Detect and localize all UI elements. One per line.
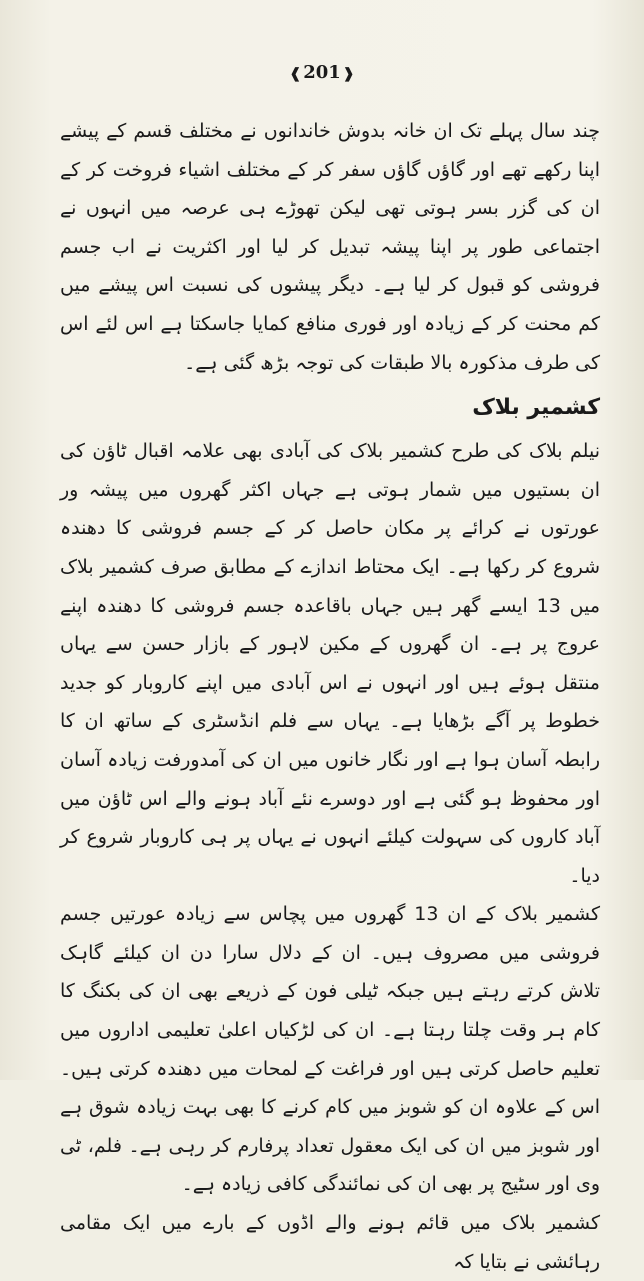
section-heading-kashmir-block: کشمیر بلاک bbox=[472, 395, 600, 421]
paragraph-1: چند سال پہلے تک ان خانہ بدوش خاندانوں نے مختلف قسم کے پیشے اپنا رکھے تھے اور گاؤں گاؤں سفر کر کے مختلف اشیاء فروخت کر کے ان کی گزر بسر ہوتی تھی لیکن تھوڑے ہی عرصہ میں انہوں نے اجتماعی طور پر اپنا پیشہ تبدیل کر لیا اور اکثریت نے اب جسم فروشی کو قبول کر لیا ہے۔ دیگر پیشوں کی نسبت اس پیشے میں کم محنت کر کے زیادہ اور فوری منافع کمایا جاسکتا ہے اس لئے اس کی طرف مذکورہ بالا طبقات کی توجہ بڑھ گئی ہے۔ bbox=[60, 120, 600, 374]
page-number bbox=[0, 62, 644, 83]
paragraph-2: نیلم بلاک کی طرح کشمیر بلاک کی آبادی بھی علامہ اقبال ٹاؤن کی ان بستیوں میں شمار ہوتی ہے جہاں اکثر گھروں میں پیشہ ور عورتوں نے کرائے پر مکان حاصل کر کے جسم فروشی کا دھندہ شروع کر رکھا ہے۔ ایک محتاط اندازے کے مطابق صرف کشمیر بلاک میں 13 ایسے گھر ہیں جہاں باقاعدہ جسم فروشی کا دھندہ اپنے عروج پر ہے۔ ان گھروں کے مکین لاہور کے بازار حسن سے یہاں منتقل ہوئے ہیں اور انہوں نے اس آبادی میں اپنے کاروبار کو جدید خطوط پر آگے بڑھایا ہے۔ یہاں سے فلم انڈسٹری کے ساتھ ان کا رابطہ آسان ہوا ہے اور نگار خانوں میں ان کی آمدورفت زیادہ آسان اور محفوظ ہو گئی ہے اور دوسرے نئے آباد ہونے والے اس ٹاؤن میں آباد کاروں کی سہولت کیلئے انہوں نے یہاں پر ہی کاروبار شروع کر دیا۔ bbox=[60, 440, 600, 887]
page-number-value: 201 bbox=[303, 62, 341, 83]
paragraph-4: کشمیر بلاک میں قائم ہونے والے اڈوں کے بارے میں ایک مقامی رہائشی نے بتایا کہ bbox=[60, 1212, 600, 1273]
ornament-left: ❰ bbox=[289, 66, 302, 82]
paragraph-3: کشمیر بلاک کے ان 13 گھروں میں پچاس سے زیادہ عورتیں جسم فروشی میں مصروف ہیں۔ ان کے دلال سارا دن ان کیلئے گاہک تلاش کرتے رہتے ہیں جبکہ ٹیلی فون کے ذریعے بھی ان کی بکنگ کا کام ہر وقت چلتا رہتا ہے۔ ان کی لڑکیاں اعلیٰ تعلیمی اداروں میں تعلیم حاصل کرتی ہیں اور فراغت کے لمحات میں دھندہ کرتی ہیں۔ اس کے علاوہ ان کو شوبز میں کام کرنے کا بھی بہت زیادہ شوق ہے اور شوبز میں ان کی ایک معقول تعداد پرفارم کر رہی ہے۔ فلم، ٹی وی اور سٹیج پر بھی ان کی نمائندگی کافی زیادہ ہے۔ bbox=[60, 903, 600, 1196]
ornament-right: ❱ bbox=[342, 66, 355, 82]
page-body bbox=[60, 112, 600, 1281]
